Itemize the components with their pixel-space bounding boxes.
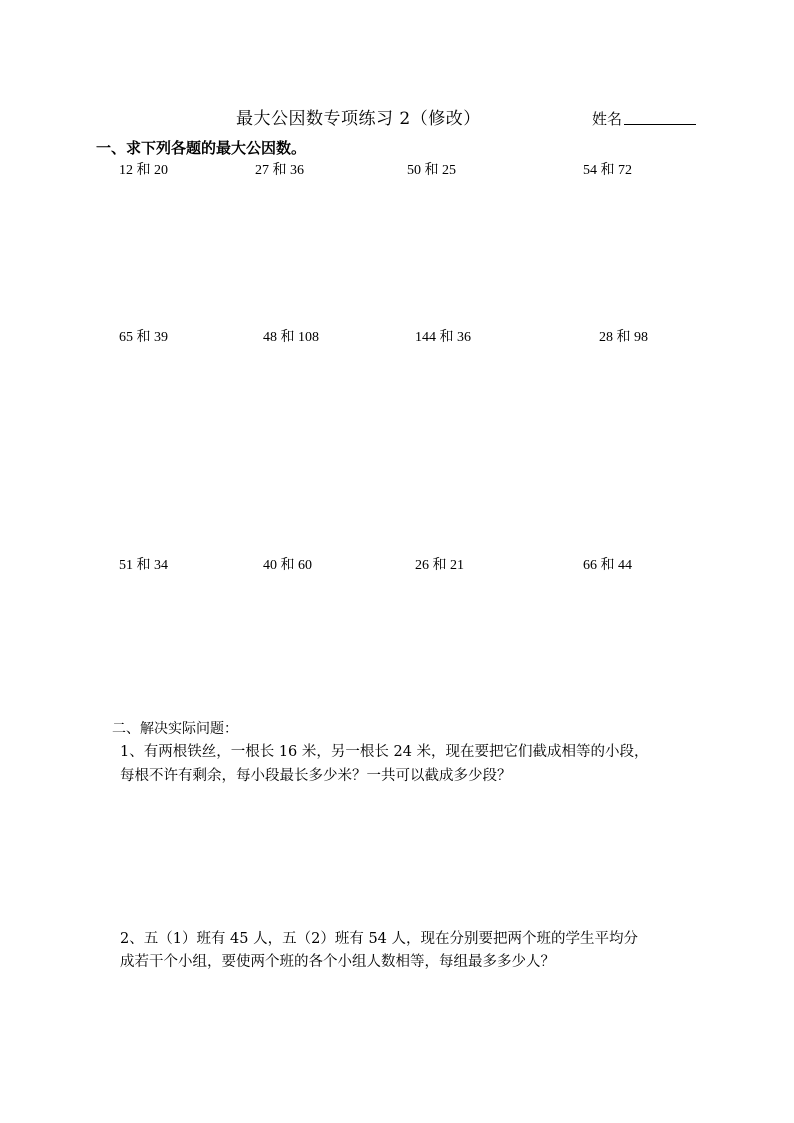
gcd-problem: 28 和 98	[599, 330, 648, 345]
gcd-problem: 27 和 36	[255, 163, 304, 178]
word-problem-2-line-2: 成若干个小组，要使两个班的各个小组人数相等，每组最多多少人？	[120, 954, 555, 970]
gcd-problem: 26 和 21	[415, 558, 464, 573]
page-title: 最大公因数专项练习 2（修改）	[236, 109, 481, 129]
word-problem-1-line-2: 每根不许有剩余，每小段最长多少米？一共可以截成多少段？	[120, 768, 512, 784]
name-label: 姓名	[592, 110, 623, 128]
gcd-problem: 51 和 34	[119, 558, 168, 573]
word-problem-2-line-1: 2、五（1）班有 45 人，五（2）班有 54 人，现在分别要把两个班的学生平均分	[120, 931, 639, 947]
gcd-problem: 54 和 72	[583, 163, 632, 178]
section-2-heading: 二、解决实际问题：	[112, 721, 238, 737]
gcd-problem: 144 和 36	[415, 330, 471, 345]
word-problem-1-line-1: 1、有两根铁丝，一根长 16 米，另一根长 24 米，现在要把它们截成相等的小段，	[120, 744, 649, 760]
gcd-problem: 50 和 25	[407, 163, 456, 178]
gcd-problem: 66 和 44	[583, 558, 632, 573]
name-blank-line[interactable]	[624, 124, 696, 125]
gcd-problem: 40 和 60	[263, 558, 312, 573]
gcd-problem: 48 和 108	[263, 330, 319, 345]
section-1-heading: 一、求下列各题的最大公因数。	[96, 139, 307, 157]
gcd-problem: 65 和 39	[119, 330, 168, 345]
gcd-problem: 12 和 20	[119, 163, 168, 178]
